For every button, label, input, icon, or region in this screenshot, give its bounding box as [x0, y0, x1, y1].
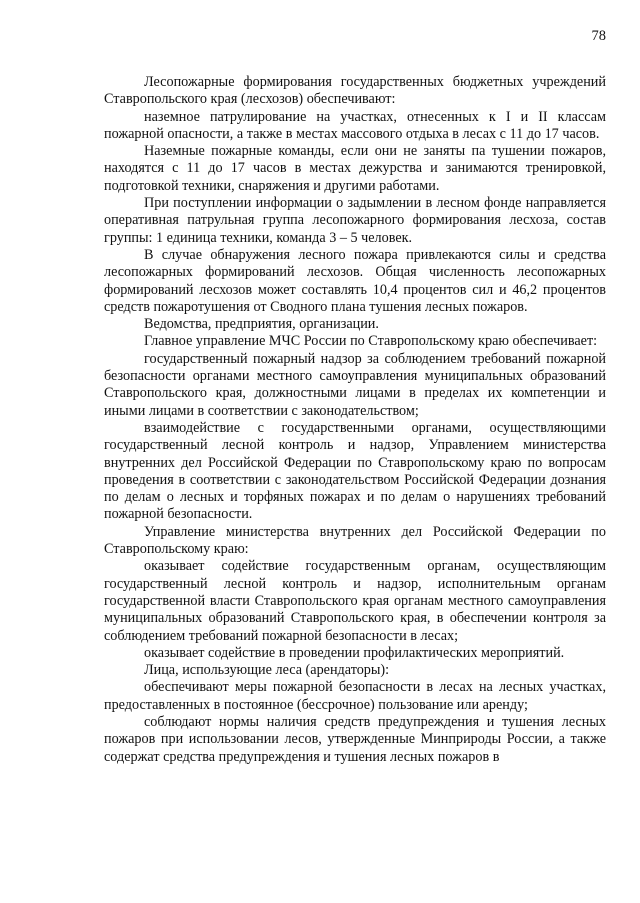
paragraph: Ведомства, предприятия, организации. [144, 316, 379, 333]
page-number: 78 [591, 28, 606, 44]
paragraph: При поступлении информации о задымлении в лесном фонде направляется оперативная патрульная группа лесопожарного формирования лесхоза, состав группы: 1 единица техники, команда 3 – 5 человек. [104, 195, 606, 246]
paragraph: государственный пожарный надзор за соблюдением требований пожарной безопасности органами местного самоуправления муниципальных образований Ставропольского края, должностными лицами в пределах их компетенции и иными лицами в соответствии с законодательством; [104, 350, 606, 419]
paragraph: Наземные пожарные команды, если они не заняты па тушении пожаров, находятся с 11 до 17 часов в местах дежурства и занимаются тренировкой, подготовкой техники, снаряжения и другими работами. [104, 143, 606, 194]
paragraph: Лица, использующие леса (арендаторы): [144, 662, 390, 679]
paragraph: наземное патрулирование на участках, отнесенных к I и II классам пожарной опасности, а также в местах массового отдыха в лесах с 11 до 17 часов. [104, 108, 606, 142]
paragraph: соблюдают нормы наличия средств предупреждения и тушения лесных пожаров при использовании лесов, утвержденные Минприроды России, а также содержат средства предупреждения и тушения лесных пожаров в [104, 713, 606, 765]
paragraph: обеспечивают меры пожарной безопасности в лесах на лесных участках, предоставленных в постоянное (бессрочное) пользование или аренду; [104, 679, 606, 713]
paragraph: оказывает содействие государственным органам, осуществляющим государственный лесной контроль и надзор, исполнительным органам государственной власти Ставропольского края органам местного самоуправления муниципальных образований Ставропольского края, в обеспечении контроля за соблюдением требований пожарной безопасности в лесах; [104, 558, 606, 644]
page-body [104, 74, 606, 766]
paragraph: Управление министерства внутренних дел Российской Федерации по Ставропольскому краю: [104, 523, 606, 558]
paragraph: Главное управление МЧС России по Ставропольскому краю обеспечивает: [144, 333, 598, 350]
paragraph: оказывает содействие в проведении профилактических мероприятий. [144, 644, 565, 661]
paragraph: В случае обнаружения лесного пожара привлекаются силы и средства лесопожарных формирований лесхозов. Общая численность лесопожарных формирований лесхозов может составлять 10,4 процентов сил и 46,2 процентов средств пожаротушения от Сводного плана тушения лесных пожаров. [104, 246, 606, 315]
paragraph: Лесопожарные формирования государственных бюджетных учреждений Ставропольского края (лесхозов) обеспечивают: [104, 74, 606, 108]
paragraph: взаимодействие с государственными органами, осуществляющими государственный лесной контроль и надзор, Управлением министерства внутренних дел Российской Федерации по Ставропольскому краю по вопросам проведения в соответствии с законодательством Российской Федерации дознания по делам о лесных и торфяных пожарах и по делам о нарушениях требований пожарной безопасности. [104, 419, 606, 523]
